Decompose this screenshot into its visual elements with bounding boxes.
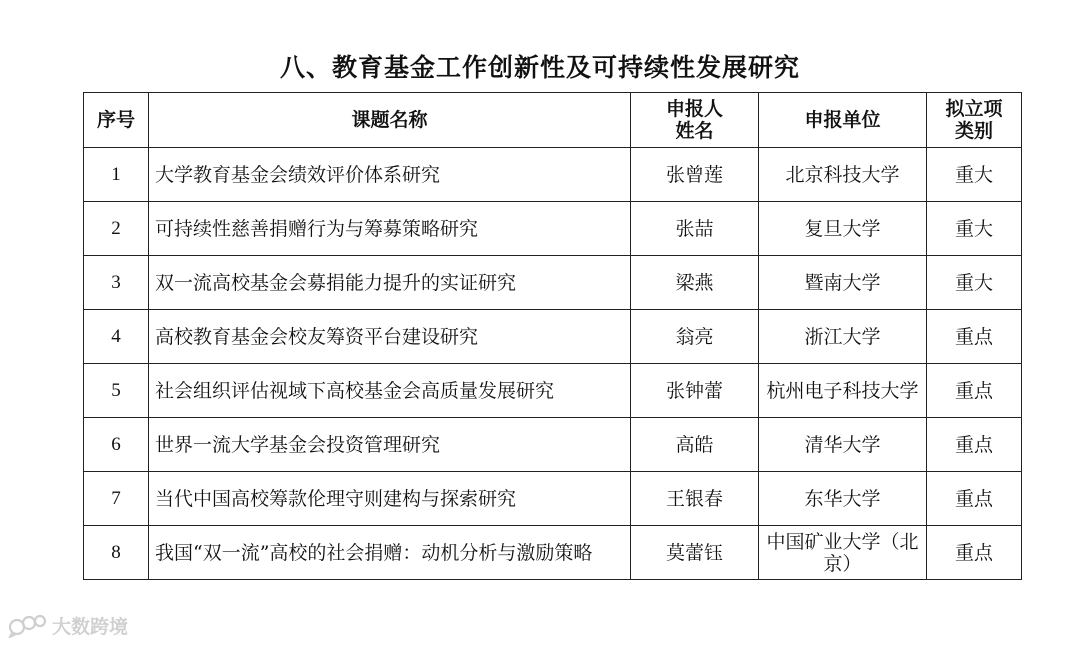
- cell-seq: 7: [84, 472, 149, 526]
- header-category: 拟立项 类别: [927, 93, 1022, 148]
- cell-category: 重大: [927, 256, 1022, 310]
- header-seq: 序号: [84, 93, 149, 148]
- table-row: [84, 526, 1022, 580]
- projects-table: [83, 92, 1022, 580]
- cell-category: 重点: [927, 526, 1022, 580]
- cell-topic: 大学教育基金会绩效评价体系研究: [149, 148, 631, 202]
- cell-category: 重点: [927, 364, 1022, 418]
- table-row: [84, 418, 1022, 472]
- cell-applicant: 梁燕: [631, 256, 759, 310]
- cell-topic: 社会组织评估视域下高校基金会高质量发展研究: [149, 364, 631, 418]
- cell-category: 重点: [927, 310, 1022, 364]
- cell-category: 重大: [927, 148, 1022, 202]
- cell-unit: 杭州电子科技大学: [759, 364, 927, 418]
- cell-applicant: 张喆: [631, 202, 759, 256]
- table-header-row: [84, 93, 1022, 148]
- table-row: [84, 148, 1022, 202]
- table-row: [84, 202, 1022, 256]
- cell-category: 重点: [927, 418, 1022, 472]
- cell-topic: 可持续性慈善捐赠行为与筹募策略研究: [149, 202, 631, 256]
- table-row: [84, 472, 1022, 526]
- cell-unit: 浙江大学: [759, 310, 927, 364]
- cell-unit: 东华大学: [759, 472, 927, 526]
- table-row: [84, 256, 1022, 310]
- cell-seq: 6: [84, 418, 149, 472]
- cell-seq: 5: [84, 364, 149, 418]
- cell-applicant: 翁亮: [631, 310, 759, 364]
- cell-seq: 4: [84, 310, 149, 364]
- cell-seq: 8: [84, 526, 149, 580]
- cell-category: 重大: [927, 202, 1022, 256]
- cell-applicant: 高皓: [631, 418, 759, 472]
- cell-applicant: 张曾莲: [631, 148, 759, 202]
- cell-seq: 2: [84, 202, 149, 256]
- cell-topic: 当代中国高校筹款伦理守则建构与探索研究: [149, 472, 631, 526]
- cell-seq: 3: [84, 256, 149, 310]
- cell-applicant: 王银春: [631, 472, 759, 526]
- cell-unit: 暨南大学: [759, 256, 927, 310]
- cell-topic: 高校教育基金会校友筹资平台建设研究: [149, 310, 631, 364]
- header-unit: 申报单位: [759, 93, 927, 148]
- cell-applicant: 张钟蕾: [631, 364, 759, 418]
- watermark-text: 大数跨境: [52, 616, 129, 638]
- cell-category: 重点: [927, 472, 1022, 526]
- table-row: [84, 310, 1022, 364]
- cell-seq: 1: [84, 148, 149, 202]
- table-row: [84, 364, 1022, 418]
- chat-bubbles-logo-icon: [8, 614, 48, 638]
- cell-applicant: 莫蕾钰: [631, 526, 759, 580]
- watermark: [8, 612, 128, 639]
- page-title: 八、教育基金工作创新性及可持续性发展研究: [279, 53, 800, 82]
- cell-unit: 复旦大学: [759, 202, 927, 256]
- cell-topic: 双一流高校基金会募捐能力提升的实证研究: [149, 256, 631, 310]
- cell-unit: 清华大学: [759, 418, 927, 472]
- cell-topic: 我国“双一流”高校的社会捐赠：动机分析与激励策略: [149, 526, 631, 580]
- cell-unit: 北京科技大学: [759, 148, 927, 202]
- cell-topic: 世界一流大学基金会投资管理研究: [149, 418, 631, 472]
- header-topic: 课题名称: [149, 93, 631, 148]
- cell-unit: 中国矿业大学（北京）: [759, 526, 927, 580]
- header-applicant: 申报人 姓名: [631, 93, 759, 148]
